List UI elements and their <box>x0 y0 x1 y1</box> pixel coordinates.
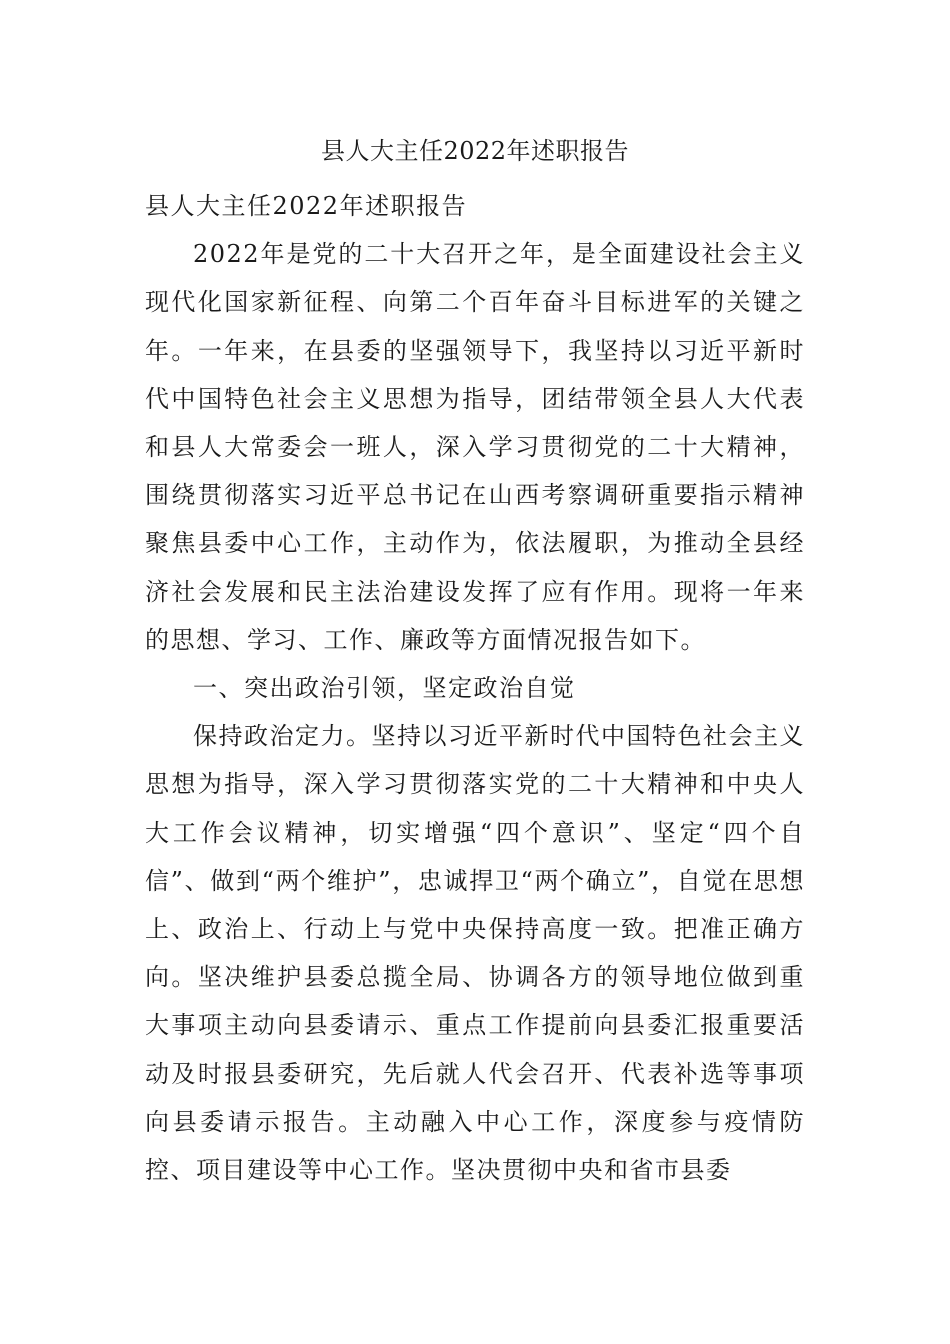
paragraph-intro: 2022年是党的二十大召开之年，是全面建设社会主义现代化国家新征程、向第二个百年奋斗目标进军的关键之年。一年来，在县委的坚强领导下，我坚持以习近平新时代中国特色社会主义思想为指导，团结带领全县人大代表和县人大常委会一班人，深入学习贯彻党的二十大精神，围绕贯彻落实习近平总书记在山西考察调研重要指示精神聚焦县委中心工作，主动作为，依法履职，为推动全县经济社会发展和民主法治建设发挥了应有作用。现将一年来的思想、学习、工作、廉政等方面情况报告如下。 <box>145 240 805 654</box>
document-subtitle: 县人大主任2022年述职报告 <box>145 192 468 220</box>
document-body <box>145 182 805 1194</box>
document-title: 县人大主任2022年述职报告 <box>320 137 630 165</box>
paragraph-political: 保持政治定力。坚持以习近平新时代中国特色社会主义思想为指导，深入学习贯彻落实党的二十大精神和中央人大工作会议精神，切实增强“四个意识”、坚定“四个自信”、做到“两个维护”，忠诚捍卫“两个确立”，自觉在思想上、政治上、行动上与党中央保持高度一致。把准正确方向。坚决维护县委总揽全局、协调各方的领导地位做到重大事项主动向县委请示、重点工作提前向县委汇报重要活动及时报县委研究，先后就人代会召开、代表补选等事项向县委请示报告。主动融入中心工作，深度参与疫情防控、项目建设等中心工作。坚决贯彻中央和省市县委 <box>145 722 805 1185</box>
section-heading: 一、突出政治引领，坚定政治自觉 <box>193 674 576 703</box>
